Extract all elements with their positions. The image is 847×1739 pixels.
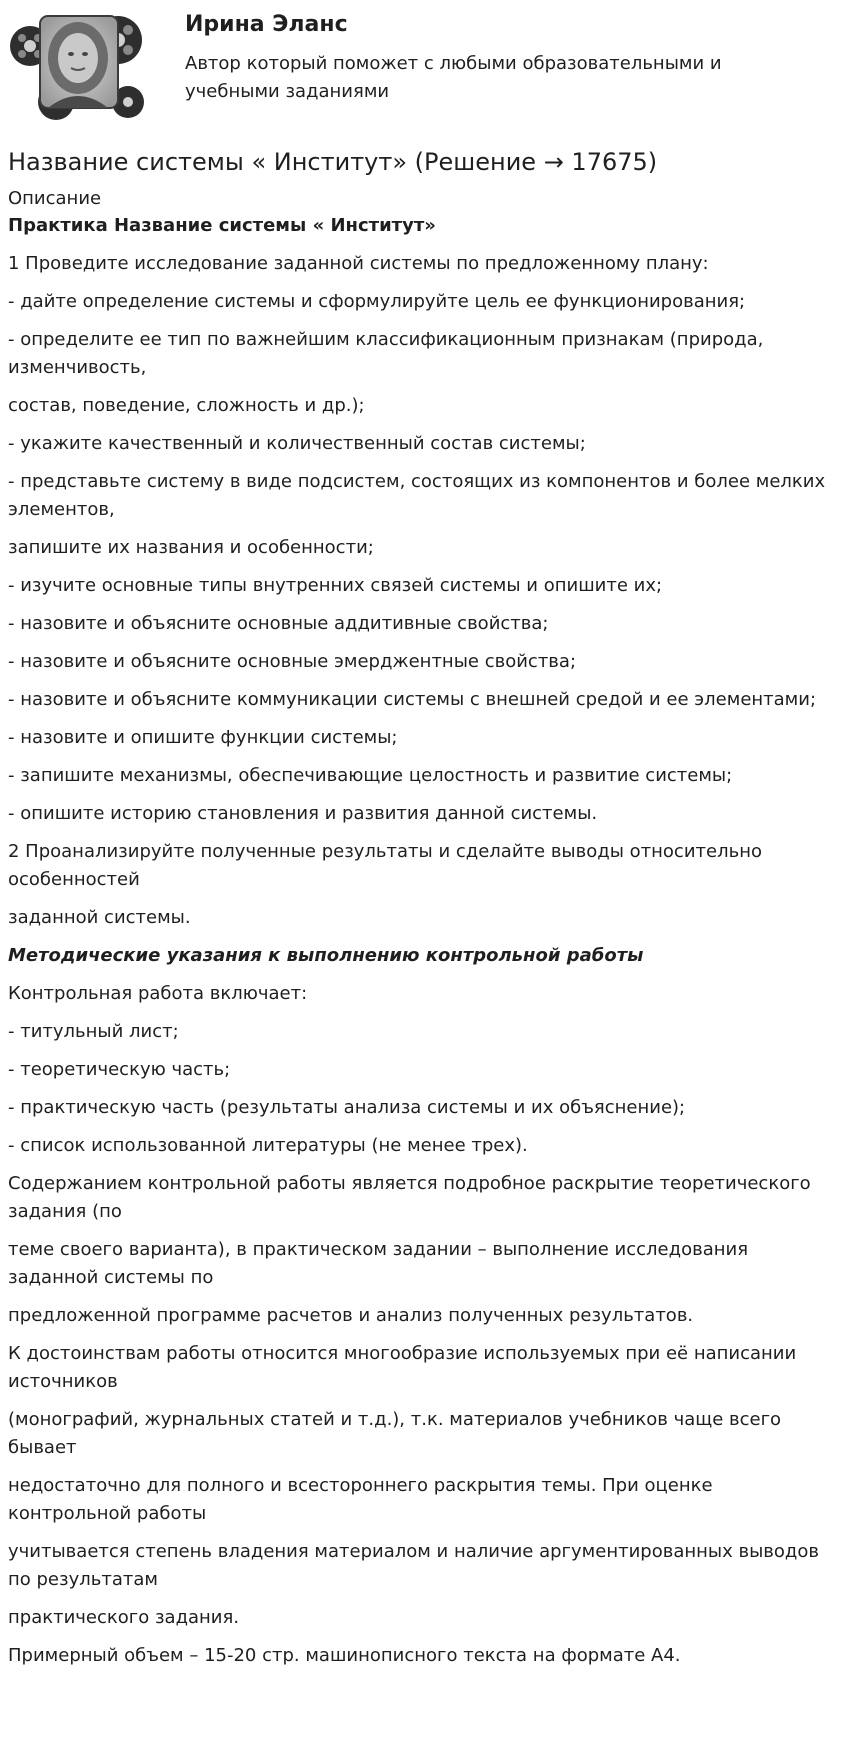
paragraph: - определите ее тип по важнейшим классификационным признакам (природа, изменчивость,	[8, 329, 764, 378]
paragraph: - назовите и объясните коммуникации системы с внешней средой и ее элементами;	[8, 689, 817, 710]
paragraph: Примерный объем – 15-20 стр. машинописного текста на формате А4.	[8, 1645, 681, 1666]
paragraph: - изучите основные типы внутренних связей системы и опишите их;	[8, 575, 663, 596]
paragraph: - практическую часть (результаты анализа системы и их объяснение);	[8, 1097, 686, 1118]
paragraph: состав, поведение, сложность и др.);	[8, 395, 365, 416]
author-avatar[interactable]	[8, 6, 150, 126]
document-title: Название системы « Институт» (Решение → 17675)	[8, 148, 658, 176]
section-label-description: Описание	[8, 188, 102, 209]
author-name[interactable]: Ирина Эланс	[185, 12, 348, 37]
paragraph: - запишите механизмы, обеспечивающие целостность и развитие системы;	[8, 765, 733, 786]
paragraph: 1 Проведите исследование заданной системы по предложенному плану:	[8, 253, 709, 274]
paragraph: - назовите и объясните основные эмерджентные свойства;	[8, 651, 577, 672]
paragraph: К достоинствам работы относится многообразие используемых при её написании источников	[8, 1343, 797, 1392]
paragraph: - опишите историю становления и развития данной системы.	[8, 803, 598, 824]
paragraph: (монографий, журнальных статей и т.д.), т.к. материалов учебников чаще всего бывает	[8, 1409, 782, 1458]
paragraph: 2 Проанализируйте полученные результаты и сделайте выводы относительно особенностей	[8, 841, 762, 890]
paragraph: - список использованной литературы (не менее трех).	[8, 1135, 528, 1156]
paragraph: Содержанием контрольной работы является подробное раскрытие теоретического задания (по	[8, 1173, 811, 1222]
author-description: Автор который поможет с любыми образовательными и учебными заданиями	[185, 53, 722, 102]
author-header	[0, 0, 847, 130]
paragraph: теме своего варианта), в практическом задании – выполнение исследования заданной системы по	[8, 1239, 749, 1288]
paragraph: запишите их названия и особенности;	[8, 537, 374, 558]
document-body	[8, 212, 839, 1670]
paragraph-heading: Методические указания к выполнению контрольной работы	[8, 945, 644, 966]
paragraph: заданной системы.	[8, 907, 191, 928]
paragraph: предложенной программе расчетов и анализ полученных результатов.	[8, 1305, 694, 1326]
paragraph: - дайте определение системы и сформулируйте цель ее функционирования;	[8, 291, 746, 312]
paragraph: практического задания.	[8, 1607, 240, 1628]
paragraph-heading: Практика Название системы « Институт»	[8, 215, 436, 236]
paragraph: - представьте систему в виде подсистем, состоящих из компонентов и более мелких элементов,	[8, 471, 826, 520]
paragraph: - укажите качественный и количественный состав системы;	[8, 433, 586, 454]
document-content	[0, 146, 847, 1670]
film-reel-avatar-image	[8, 6, 150, 126]
paragraph: - титульный лист;	[8, 1021, 179, 1042]
paragraph: - назовите и опишите функции системы;	[8, 727, 398, 748]
paragraph: Контрольная работа включает:	[8, 983, 308, 1004]
paragraph: - теоретическую часть;	[8, 1059, 231, 1080]
paragraph: недостаточно для полного и всестороннего раскрытия темы. При оценке контрольной работы	[8, 1475, 713, 1524]
paragraph: - назовите и объясните основные аддитивные свойства;	[8, 613, 549, 634]
paragraph: учитывается степень владения материалом и наличие аргументированных выводов по результатам	[8, 1541, 819, 1590]
